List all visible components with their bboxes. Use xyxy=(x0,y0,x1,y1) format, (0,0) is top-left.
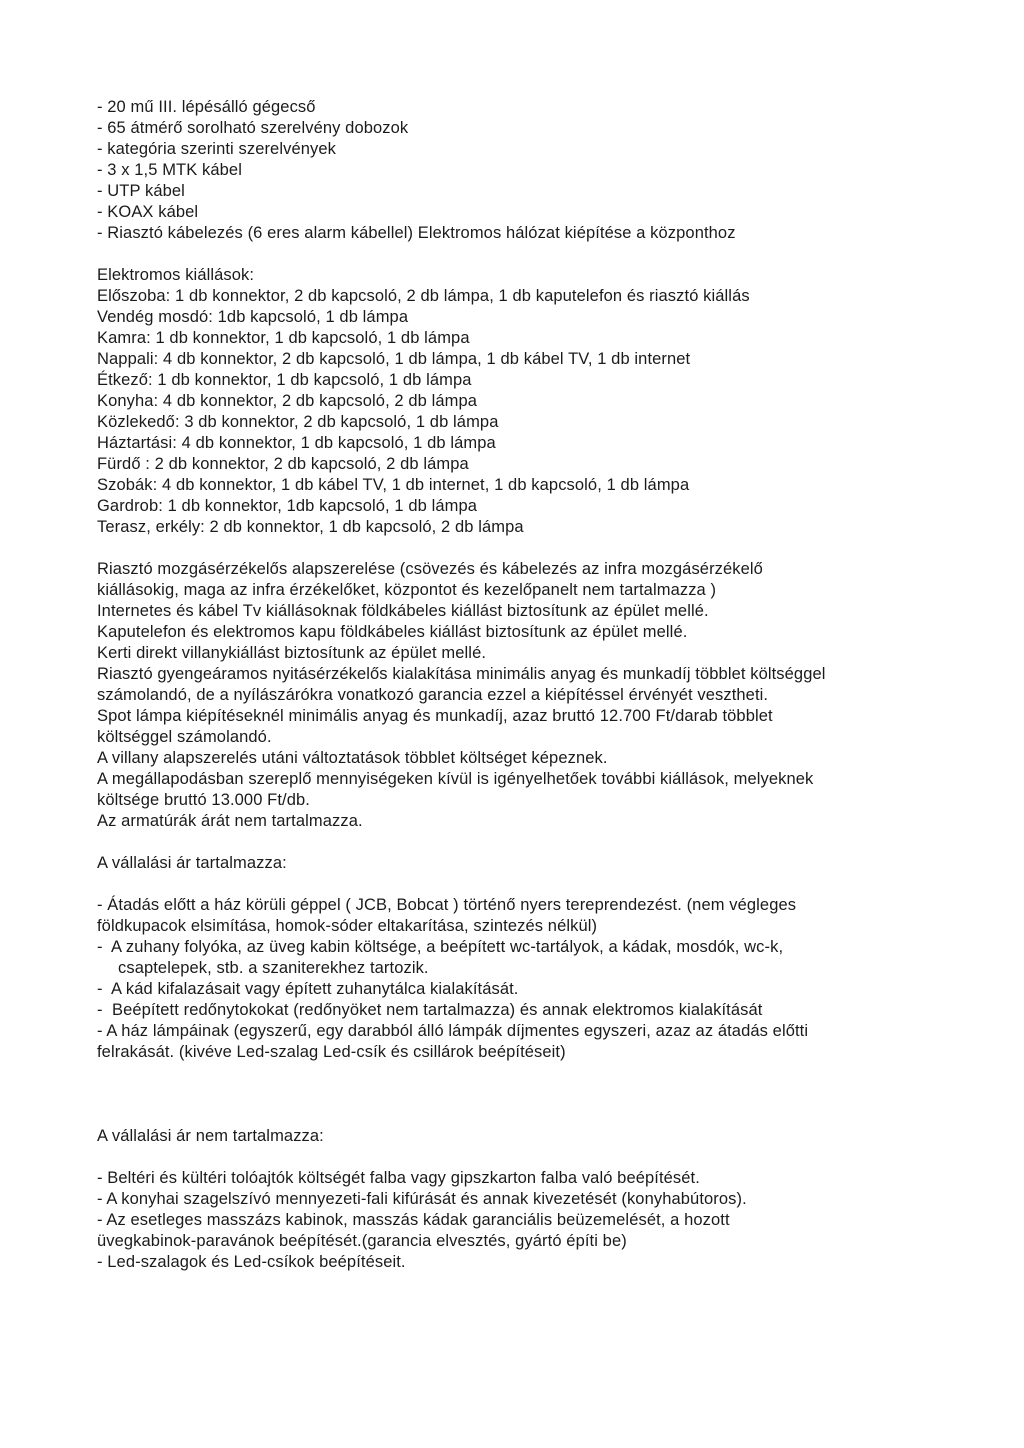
text-line: felrakását. (kivéve Led-szalag Led-csík és csillárok beépítéseit) xyxy=(97,1043,566,1061)
text-line: - Beltéri és kültéri tolóajtók költségét falba vagy gipszkarton falba való beépítését. xyxy=(97,1169,700,1187)
text-line: Internetes és kábel Tv kiállásoknak földkábeles kiállást biztosítunk az épület mellé. xyxy=(97,602,709,620)
text-line: Nappali: 4 db konnektor, 2 db kapcsoló, 1 db lámpa, 1 db kábel TV, 1 db internet xyxy=(97,350,691,368)
text-line: - Riasztó kábelezés (6 eres alarm kábellel) Elektromos hálózat kiépítése a központhoz xyxy=(97,224,736,242)
text-line: csaptelepek, stb. a szaniterekhez tartozik. xyxy=(118,959,429,977)
text-line: - A ház lámpáinak (egyszerű, egy darabból álló lámpák díjmentes egyszeri, azaz az átadás előtti xyxy=(97,1022,809,1040)
text-line: - 3 x 1,5 MTK kábel xyxy=(97,161,242,179)
price-includes-heading xyxy=(97,853,984,874)
text-line: költséggel számolandó. xyxy=(97,728,272,746)
text-line: Kamra: 1 db konnektor, 1 db kapcsoló, 1 db lámpa xyxy=(97,329,470,347)
text-line: Vendég mosdó: 1db kapcsoló, 1 db lámpa xyxy=(97,308,409,326)
text-line: Spot lámpa kiépítéseknél minimális anyag és munkadíj, azaz bruttó 12.700 Ft/darab többlet xyxy=(97,707,773,725)
text-line: Háztartási: 4 db konnektor, 1 db kapcsoló, 1 db lámpa xyxy=(97,434,496,452)
text-line: A megállapodásban szereplő mennyiségeken kívül is igényelhetőek további kiállások, melyeknek xyxy=(97,770,814,788)
text-line: Terasz, erkély: 2 db konnektor, 1 db kapcsoló, 2 db lámpa xyxy=(97,518,524,536)
text-line: Kaputelefon és elektromos kapu földkábeles kiállást biztosítunk az épület mellé. xyxy=(97,623,688,641)
materials-list xyxy=(97,97,984,244)
text-line: Konyha: 4 db konnektor, 2 db kapcsoló, 2 db lámpa xyxy=(97,392,478,410)
text-line: - kategória szerinti szerelvények xyxy=(97,140,336,158)
text-line: - 20 mű III. lépésálló gégecső xyxy=(97,98,316,116)
text-line: földkupacok elsimítása, homok-sóder eltakarítása, szintezés nélkül) xyxy=(97,917,598,935)
text-line: - KOAX kábel xyxy=(97,203,199,221)
text-line: Fürdő : 2 db konnektor, 2 db kapcsoló, 2 db lámpa xyxy=(97,455,469,473)
text-line: - Átadás előtt a ház körüli géppel ( JCB, Bobcat ) történő nyers tereprendezést. (nem végleges xyxy=(97,896,797,914)
text-line: számolandó, de a nyílászárókra vonatkozó garancia ezzel a kiépítéssel érvényét vesztheti. xyxy=(97,686,769,704)
text-line: Előszoba: 1 db konnektor, 2 db kapcsoló, 2 db lámpa, 1 db kaputelefon és riasztó kiállás xyxy=(97,287,750,305)
price-includes-list xyxy=(97,895,984,1063)
text-line: A vállalási ár nem tartalmazza: xyxy=(97,1127,324,1145)
text-line: - UTP kábel xyxy=(97,182,185,200)
text-line: A vállalási ár tartalmazza: xyxy=(97,854,287,872)
electrical-outlets-list xyxy=(97,265,984,538)
text-line: - A kád kifalazásait vagy épített zuhanytálca kialakítását. xyxy=(97,980,519,998)
text-line: Elektromos kiállások: xyxy=(97,266,255,284)
text-line: - 65 átmérő sorolható szerelvény dobozok xyxy=(97,119,409,137)
price-excludes-heading xyxy=(97,1126,984,1147)
text-line: Riasztó gyengeáramos nyitásérzékelős kialakítása minimális anyag és munkadíj többlet költséggel xyxy=(97,665,826,683)
text-line: Gardrob: 1 db konnektor, 1db kapcsoló, 1 db lámpa xyxy=(97,497,478,515)
text-line: - Led-szalagok és Led-csíkok beépítéseit. xyxy=(97,1253,406,1271)
text-line: kiállásokig, maga az infra érzékelőket, központot és kezelőpanelt nem tartalmazza ) xyxy=(97,581,717,599)
text-line: A villany alapszerelés utáni változtatások többlet költséget képeznek. xyxy=(97,749,608,767)
text-line: költsége bruttó 13.000 Ft/db. xyxy=(97,791,310,809)
alarm-and-extras-notes xyxy=(97,559,984,832)
text-line: - Beépített redőnytokokat (redőnyöket nem tartalmazza) és annak elektromos kialakítását xyxy=(97,1001,763,1019)
text-line: Az armatúrák árát nem tartalmazza. xyxy=(97,812,363,830)
text-line: Közlekedő: 3 db konnektor, 2 db kapcsoló, 1 db lámpa xyxy=(97,413,499,431)
text-line: Szobák: 4 db konnektor, 1 db kábel TV, 1 db internet, 1 db kapcsoló, 1 db lámpa xyxy=(97,476,690,494)
text-line: - A konyhai szagelszívó mennyezeti-fali kifúrását és annak kivezetését (konyhabútoros). xyxy=(97,1190,747,1208)
text-line: Kerti direkt villanykiállást biztosítunk az épület mellé. xyxy=(97,644,487,662)
price-excludes-list xyxy=(97,1168,984,1273)
text-line: üvegkabinok-paravánok beépítését.(garancia elvesztés, gyártó építi be) xyxy=(97,1232,627,1250)
text-line: Riasztó mozgásérzékelős alapszerelése (csövezés és kábelezés az infra mozgásérzékelő xyxy=(97,560,763,578)
text-line: Étkező: 1 db konnektor, 1 db kapcsoló, 1 db lámpa xyxy=(97,371,472,389)
text-line: - Az esetleges masszázs kabinok, masszás kádak garanciális beüzemelését, a hozott xyxy=(97,1211,730,1229)
text-line: - A zuhany folyóka, az üveg kabin költsége, a beépített wc-tartályok, a kádak, mosdók, wc-k, xyxy=(97,938,784,956)
